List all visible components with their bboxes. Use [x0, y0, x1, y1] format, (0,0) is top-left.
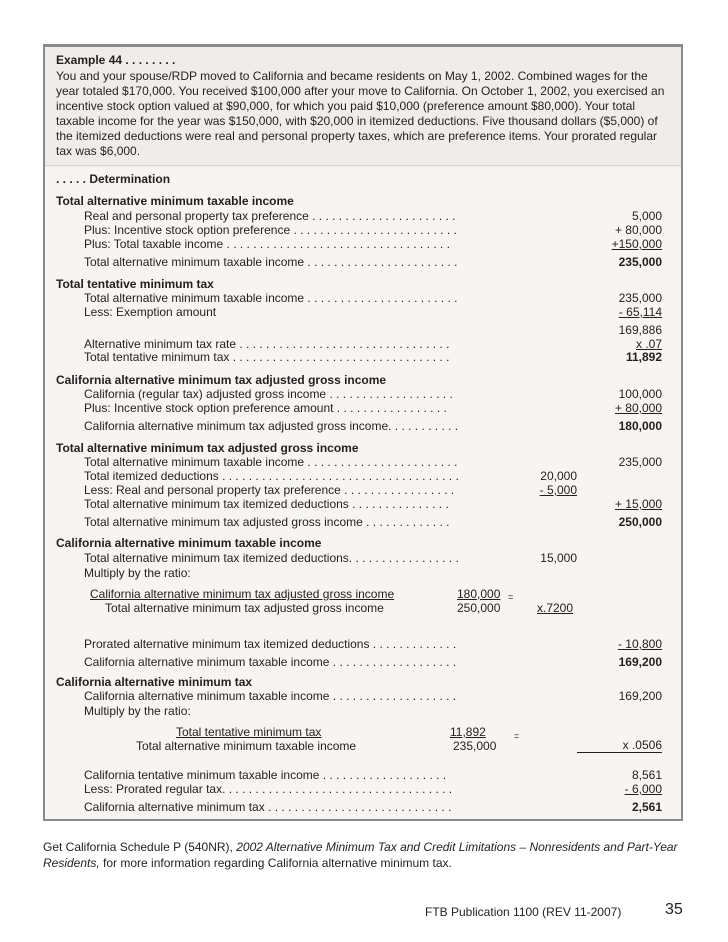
ratio-numerator-label: California alternative minimum tax adjusted gross income [90, 587, 395, 601]
ratio-result: x.7200 [537, 601, 574, 615]
line-value: 8,561 [631, 768, 662, 782]
middle-value: - 5,000 [539, 483, 577, 497]
section-title: California alternative minimum tax adjusted gross income [56, 373, 387, 387]
example-text: You and your spouse/RDP moved to California and became residents on May 1, 2002. Combined wages for the year totaled $170,000. You received $100,000 after your move to California. On October 1, 2002, you exercised an incentive stock option valued at $90,000, for which you paid $10,000 (preference amount $80,000). Your total taxable income for the year was $150,000, with $20,000 in itemized deductions. Five thousand dollars ($5,000) of the itemized deductions were real and personal property taxes, which are preference items. Your prorated regular tax was $6,000. [56, 69, 665, 159]
line-label: Total alternative minimum tax itemized deductions. . . . . . . . . . . . . . . . . [84, 551, 459, 565]
line-label: Alternative minimum tax rate . . . . . . . . . . . . . . . . . . . . . . . . . . . . . . . . [84, 337, 450, 351]
line-label: Total alternative minimum tax itemized deductions . . . . . . . . . . . . . . . [84, 497, 449, 511]
ratio-denominator-value: 235,000 [453, 739, 497, 753]
line-label: Total tentative minimum tax . . . . . . . . . . . . . . . . . . . . . . . . . . . . . . . . . [84, 350, 450, 364]
footer-note-text: for more information regarding California alternative minimum tax. [99, 856, 452, 870]
equals-sign: = [508, 592, 514, 602]
line-label: Total itemized deductions . . . . . . . . . . . . . . . . . . . . . . . . . . . . . . . . . . . . [84, 469, 459, 483]
line-label: Multiply by the ratio: [84, 704, 191, 718]
page-number: 35 [665, 901, 683, 918]
line-label: California alternative minimum tax . . . . . . . . . . . . . . . . . . . . . . . . . . . . [84, 800, 452, 814]
line-value: 169,200 [618, 689, 662, 703]
middle-value: 20,000 [540, 469, 577, 483]
line-value: + 15,000 [614, 497, 662, 511]
line-value: 235,000 [618, 455, 662, 469]
line-value: + 80,000 [614, 401, 662, 415]
line-value: 5,000 [631, 209, 662, 223]
schedule-title: 2002 Alternative Minimum Tax and Credit Limitations – Nonresidents and Part-Year Residents, [43, 840, 678, 870]
line-label: Total alternative minimum tax adjusted gross income . . . . . . . . . . . . . [84, 515, 450, 529]
section-title: California alternative minimum taxable income [56, 536, 322, 550]
line-total: 180,000 [618, 419, 662, 433]
line-value: + 80,000 [614, 223, 662, 237]
section-title: Total alternative minimum tax adjusted gross income [56, 441, 359, 455]
line-value: - 6,000 [624, 782, 662, 796]
line-total: 250,000 [618, 515, 662, 529]
middle-value: 15,000 [540, 551, 577, 565]
line-label: Plus: Incentive stock option preference . . . . . . . . . . . . . . . . . . . . . . . . . [84, 223, 457, 237]
ratio-denominator-value: 250,000 [457, 601, 501, 615]
line-label: Prorated alternative minimum tax itemized deductions . . . . . . . . . . . . . [84, 637, 457, 651]
line-label: Less: Exemption amount [84, 305, 217, 319]
line-label: California alternative minimum taxable income . . . . . . . . . . . . . . . . . . . [84, 689, 457, 703]
equals-sign: = [514, 731, 520, 741]
line-label: Multiply by the ratio: [84, 566, 191, 580]
line-value: 169,886 [618, 323, 662, 337]
section-title: California alternative minimum tax [56, 675, 253, 689]
line-label: Real and personal property tax preference . . . . . . . . . . . . . . . . . . . . . . [84, 209, 456, 223]
ratio-result: x .0506 [577, 738, 662, 753]
line-label: Total alternative minimum taxable income . . . . . . . . . . . . . . . . . . . . . . . [84, 255, 458, 269]
line-value: - 10,800 [617, 637, 662, 651]
example-heading: Example 44 . . . . . . . . [56, 53, 176, 67]
ratio-numerator-value: 180,000 [457, 587, 501, 601]
divider [45, 165, 681, 166]
section-title: Total tentative minimum tax [56, 277, 214, 291]
section-title: Total alternative minimum taxable income [56, 194, 294, 208]
line-total: 169,200 [618, 655, 662, 669]
ratio-denominator-label: Total alternative minimum taxable income [136, 739, 357, 753]
line-label: California alternative minimum taxable income . . . . . . . . . . . . . . . . . . . [84, 655, 457, 669]
ratio-denominator-label: Total alternative minimum tax adjusted gross income [105, 601, 384, 615]
line-value: x .07 [635, 337, 662, 351]
line-value: - 65,114 [618, 305, 662, 319]
line-label: Total alternative minimum taxable income . . . . . . . . . . . . . . . . . . . . . . . [84, 455, 458, 469]
ratio-numerator-label: Total tentative minimum tax [176, 725, 322, 739]
determination-heading: . . . . . Determination [56, 172, 171, 186]
line-label: Less: Prorated regular tax. . . . . . . . . . . . . . . . . . . . . . . . . . . . . . . . . . . [84, 782, 453, 796]
line-label: California alternative minimum tax adjusted gross income. . . . . . . . . . . [84, 419, 459, 433]
line-label: Plus: Incentive stock option preference amount . . . . . . . . . . . . . . . . . [84, 401, 447, 415]
line-label: California (regular tax) adjusted gross income . . . . . . . . . . . . . . . . . . . [84, 387, 453, 401]
line-total: 235,000 [618, 255, 662, 269]
line-label: Total alternative minimum taxable income . . . . . . . . . . . . . . . . . . . . . . . [84, 291, 458, 305]
line-value: +150,000 [611, 237, 662, 251]
line-value: 100,000 [618, 387, 662, 401]
footer-note-text: Get California Schedule P (540NR), [43, 840, 237, 854]
line-label: Less: Real and personal property tax preference . . . . . . . . . . . . . . . . . [84, 483, 455, 497]
footer-note [43, 839, 693, 871]
line-total: 2,561 [631, 800, 662, 814]
line-value: 235,000 [618, 291, 662, 305]
ratio-numerator-value: 11,892 [450, 725, 486, 739]
publication-id: FTB Publication 1100 (REV 11-2007) [425, 905, 622, 919]
line-label: California tentative minimum taxable income . . . . . . . . . . . . . . . . . . . [84, 768, 447, 782]
line-total: 11,892 [625, 350, 662, 364]
line-label: Plus: Total taxable income . . . . . . . . . . . . . . . . . . . . . . . . . . . . . . . . . . [84, 237, 450, 251]
